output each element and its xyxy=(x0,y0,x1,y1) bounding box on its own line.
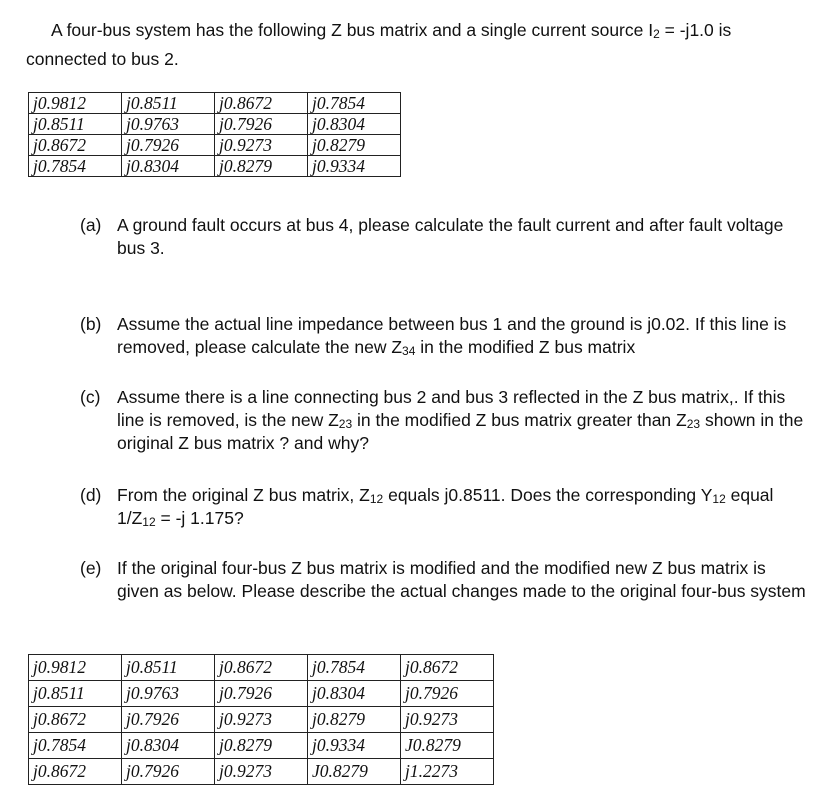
question-e xyxy=(80,557,808,603)
question-text: Assume there is a line connecting bus 2 and bus 3 reflected in the Z bus matrix,. If this line is removed, is the new $Z_{23}$ in the modified Z bus matrix greater than $Z_{23}$ shown in the original Z bus matrix ? and why? xyxy=(117,387,804,453)
question-label: (d) xyxy=(80,485,102,505)
matrix-row xyxy=(29,681,494,707)
matrix-cell: j0.8511 xyxy=(122,93,215,114)
matrix-cell: j0.8672 xyxy=(29,135,122,156)
matrix-cell: j0.8672 xyxy=(29,759,122,785)
matrix-cell: j0.7854 xyxy=(29,156,122,177)
question-label: (c) xyxy=(80,387,101,407)
matrix-row xyxy=(29,733,494,759)
question-b xyxy=(80,313,808,359)
matrix-row xyxy=(29,759,494,785)
matrix-cell: j0.9334 xyxy=(308,156,401,177)
intro-line-2: connected to bus 2. xyxy=(26,49,179,69)
matrix-row xyxy=(29,707,494,733)
question-label: (a) xyxy=(80,215,102,235)
matrix-cell: j0.8279 xyxy=(215,156,308,177)
matrix-row xyxy=(29,655,494,681)
matrix-cell: j0.8672 xyxy=(401,655,494,681)
matrix-cell: j0.9763 xyxy=(122,681,215,707)
matrix-cell: j0.9273 xyxy=(401,707,494,733)
matrix-cell: j0.9334 xyxy=(308,733,401,759)
question-d xyxy=(80,484,808,530)
matrix-cell: j0.8672 xyxy=(215,655,308,681)
matrix-cell: j0.8511 xyxy=(29,681,122,707)
matrix-cell: J0.8279 xyxy=(401,733,494,759)
matrix-cell: j0.9812 xyxy=(29,93,122,114)
zbus-modified-matrix xyxy=(28,654,494,785)
matrix-cell: j0.7854 xyxy=(308,93,401,114)
matrix-cell: j0.9273 xyxy=(215,707,308,733)
matrix-cell: j0.8279 xyxy=(308,135,401,156)
matrix-cell: j0.7854 xyxy=(308,655,401,681)
matrix-row xyxy=(29,114,401,135)
question-text: If the original four-bus Z bus matrix is modified and the modified new Z bus matrix is given as below. Please describe the actual changes made to the original four-bus system xyxy=(117,558,806,601)
matrix-cell: j0.9273 xyxy=(215,135,308,156)
matrix-cell: j0.8304 xyxy=(308,114,401,135)
matrix-cell: j0.8304 xyxy=(308,681,401,707)
question-label: (b) xyxy=(80,314,102,334)
matrix-cell: j0.7926 xyxy=(122,707,215,733)
matrix-cell: j0.8511 xyxy=(122,655,215,681)
matrix-row xyxy=(29,135,401,156)
question-text: From the original Z bus matrix, $Z_{12}$ equals j0.8511. Does the corresponding $Y_{12}$ equal $1/Z_{12} = -j$ 1.175? xyxy=(117,485,774,529)
matrix-cell: j0.8304 xyxy=(122,733,215,759)
question-label: (e) xyxy=(80,558,102,578)
question-text: Assume the actual line impedance between bus 1 and the ground is j0.02. If this line is removed, please calculate the new $Z_{34}$ in the modified Z bus matrix xyxy=(117,314,787,358)
matrix-row xyxy=(29,93,401,114)
matrix-cell: j0.9812 xyxy=(29,655,122,681)
matrix-cell: j0.7854 xyxy=(29,733,122,759)
matrix-cell: j0.8672 xyxy=(29,707,122,733)
matrix-cell: j0.7926 xyxy=(401,681,494,707)
matrix-cell: j0.8279 xyxy=(308,707,401,733)
matrix-cell: j0.9763 xyxy=(122,114,215,135)
matrix-cell: j0.8672 xyxy=(215,93,308,114)
problem-intro xyxy=(26,16,806,74)
matrix-cell: j1.2273 xyxy=(401,759,494,785)
matrix-cell: j0.8279 xyxy=(215,733,308,759)
matrix-cell: j0.7926 xyxy=(122,135,215,156)
matrix-row xyxy=(29,156,401,177)
question-a xyxy=(80,214,808,260)
matrix-cell: j0.8304 xyxy=(122,156,215,177)
matrix-cell: j0.8511 xyxy=(29,114,122,135)
matrix-cell: j0.7926 xyxy=(215,114,308,135)
zbus-original-matrix xyxy=(28,92,401,177)
matrix-cell: j0.7926 xyxy=(215,681,308,707)
question-c xyxy=(80,386,808,455)
intro-line-1: A four-bus system has the following Z bus matrix and a single current source $I_2 = -j1.0$ is xyxy=(51,20,732,41)
matrix-cell: J0.8279 xyxy=(308,759,401,785)
matrix-cell: j0.9273 xyxy=(215,759,308,785)
matrix-cell: j0.7926 xyxy=(122,759,215,785)
question-text: A ground fault occurs at bus 4, please calculate the fault current and after fault voltage bus 3. xyxy=(117,215,784,258)
